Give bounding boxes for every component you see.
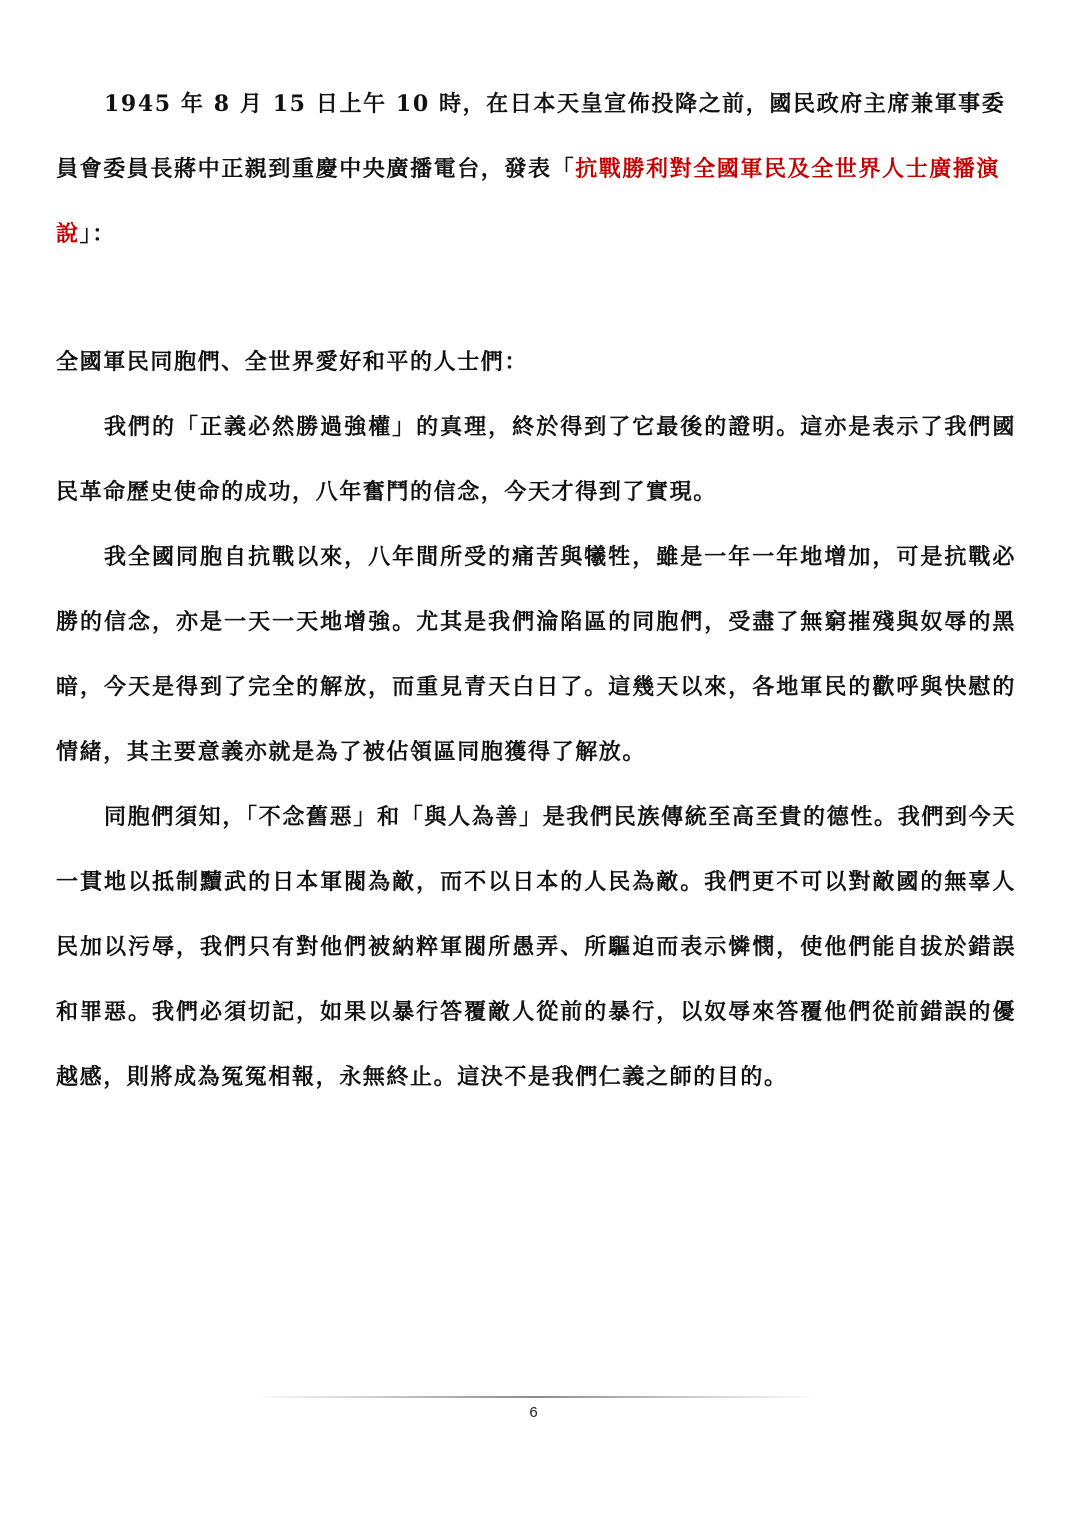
footer-divider <box>250 1396 820 1398</box>
document-page <box>56 72 1016 1090</box>
intro-paragraph <box>56 72 1016 267</box>
speech-body <box>56 395 1016 1110</box>
speech-paragraph-2: 我全國同胞自抗戰以來，八年間所受的痛苦與犧牲，雖是一年一年地增加，可是抗戰必勝的信念，亦是一天一天地增強。尤其是我們淪陷區的同胞們，受盡了無窮摧殘與奴辱的黑暗，今天是得到了完全的解放，而重見青天白日了。這幾天以來，各地軍民的歡呼與快慰的情緒，其主要意義亦就是為了被佔領區同胞獲得了解放。 <box>56 544 1016 765</box>
intro-text-end: 」： <box>79 221 116 247</box>
salutation: 全國軍民同胞們、全世界愛好和平的人士們： <box>56 349 529 375</box>
speech-paragraph-1: 我們的「正義必然勝過強權」的真理，終於得到了它最後的證明。這亦是表示了我們國民革命歷史使命的成功，八年奮鬥的信念，今天才得到了實現。 <box>56 414 1016 505</box>
speech-paragraph-3: 同胞們須知，「不念舊惡」和「與人為善」是我們民族傳統至高至貴的德性。我們到今天一貫地以抵制黷武的日本軍閥為敵，而不以日本的人民為敵。我們更不可以對敵國的無辜人民加以污辱，我們只有對他們被納粹軍閥所愚弄、所驅迫而表示憐憫，使他們能自拔於錯誤和罪惡。我們必須切記，如果以暴行答覆敵人從前的暴行，以奴辱來答覆他們從前錯誤的優越感，則將成為冤冤相報，永無終止。這決不是我們仁義之師的目的。 <box>56 804 1016 1090</box>
page-number: 6 <box>529 1404 538 1421</box>
speech-title: 抗戰勝利對全國軍民及全世界人士廣播演說 <box>56 156 1001 247</box>
intro-text: 1945 年 8 月 15 日上午 10 時，在日本天皇宣佈投降之前，國民政府主席兼軍事委員會委員長蔣中正親到重慶中央廣播電台，發表「 <box>56 91 1006 182</box>
